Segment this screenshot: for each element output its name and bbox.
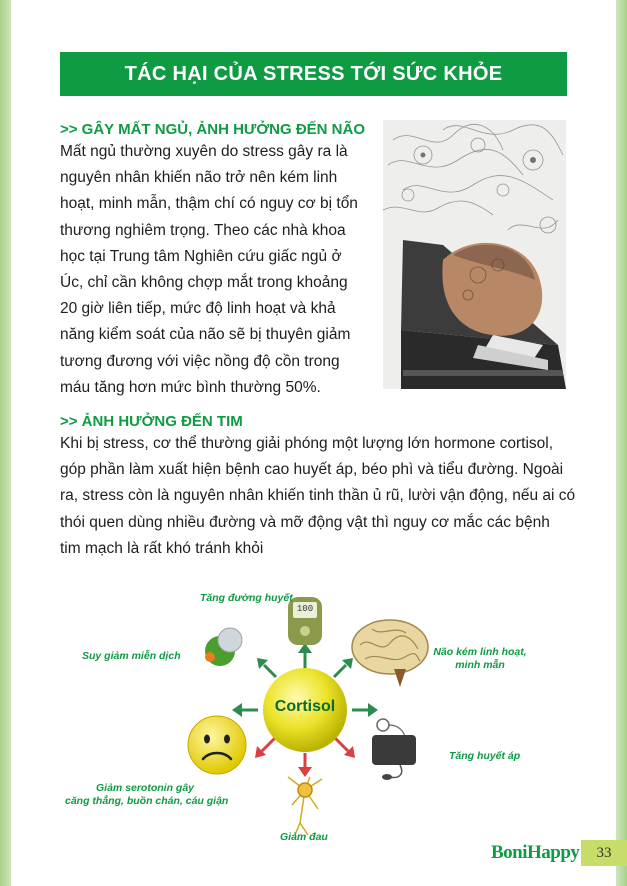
text-line: năng kiểm soát của não sẽ bị thuyên giảm — [60, 326, 351, 344]
arrow-up — [298, 643, 312, 669]
neuron-icon — [288, 777, 322, 835]
label-blood-pressure: Tăng huyết áp — [449, 750, 521, 762]
section-paragraph-brain — [60, 139, 380, 401]
cortisol-diagram — [60, 565, 570, 850]
brand-logo: BoniHappy — [491, 842, 580, 863]
arrow-downright — [334, 737, 355, 758]
title-banner — [60, 52, 567, 96]
page-number: 33 — [581, 840, 627, 866]
arrow-downleft — [255, 737, 276, 758]
text-line: hoạt, minh mẫn, thậm chí có nguy cơ bị tổn — [60, 195, 358, 213]
section-heading-heart: >> ẢNH HƯỞNG ĐẾN TIM — [60, 413, 243, 430]
arrow-left — [232, 703, 258, 717]
text-line: tim mạch là rất khó tránh khỏi — [60, 539, 264, 557]
immune-cell-icon — [205, 628, 242, 666]
label-brain-line2: minh mẫn — [455, 659, 505, 671]
section-heading-brain: >> GÂY MẤT NGỦ, ẢNH HƯỞNG ĐẾN NÃO — [60, 121, 365, 138]
text-line: thương nghiêm trọng. Theo các nhà khoa — [60, 221, 346, 239]
text-line: góp phần làm xuất hiện bệnh cao huyết áp, béo phì và tiểu đường. Ngoài — [60, 461, 564, 479]
arrow-down — [298, 753, 312, 777]
page-title: TÁC HẠI CỦA STRESS TỚI SỨC KHỎE — [124, 62, 503, 85]
text-line: ra, stress còn là nguyên nhân khiến tinh thần ủ rũ, lười vận động, nếu ai có — [60, 487, 576, 505]
blood-pressure-monitor-icon — [372, 719, 416, 780]
text-line: Mất ngủ thường xuyên do stress gây ra là — [60, 143, 348, 160]
arrow-upright — [334, 658, 353, 677]
text-line: tương đương với việc nồng độ cồn trong — [60, 352, 340, 370]
label-brain — [430, 646, 530, 672]
text-line: thói quen dùng nhiều đường và mỡ động vật thì nguy cơ mắc các bệnh — [60, 513, 550, 531]
label-serotonin-line2: căng thẳng, buồn chán, cáu giận — [65, 795, 229, 807]
label-pain: Giảm đau — [280, 831, 328, 843]
glucose-meter-reading: 100 — [296, 604, 314, 614]
arrow-upleft — [257, 658, 276, 677]
sad-face-icon — [188, 716, 246, 774]
text-line: 20 giờ liên tiếp, mức độ linh hoạt và khả — [60, 300, 336, 318]
text-line: học tại Trung tâm Nghiên cứu giấc ngủ ở — [60, 247, 342, 265]
text-line: máu tăng hơn mức bình thường 50%. — [60, 378, 321, 396]
left-decor-bar — [0, 0, 11, 886]
brain-icon — [352, 620, 428, 687]
label-immune: Suy giảm miễn dịch — [82, 650, 181, 662]
right-decor-bar — [616, 0, 627, 886]
text-line: Úc, chỉ cần không chợp mắt trong khoảng — [60, 274, 348, 292]
label-serotonin-line1: Giảm serotonin gây — [95, 782, 195, 794]
section-paragraph-heart — [60, 431, 580, 562]
label-blood-sugar: Tăng đường huyết — [200, 592, 293, 604]
text-line: Khi bị stress, cơ thể thường giải phóng một lượng lớn hormone cortisol, — [60, 435, 554, 452]
label-brain-line1: Não kém linh hoạt, — [433, 646, 527, 658]
text-line: nguyên nhân khiến não trở nên kém linh — [60, 169, 338, 187]
stressed-man-photo — [383, 120, 566, 389]
label-serotonin — [65, 782, 229, 808]
cortisol-label: Cortisol — [274, 698, 336, 715]
arrow-right — [352, 703, 378, 717]
